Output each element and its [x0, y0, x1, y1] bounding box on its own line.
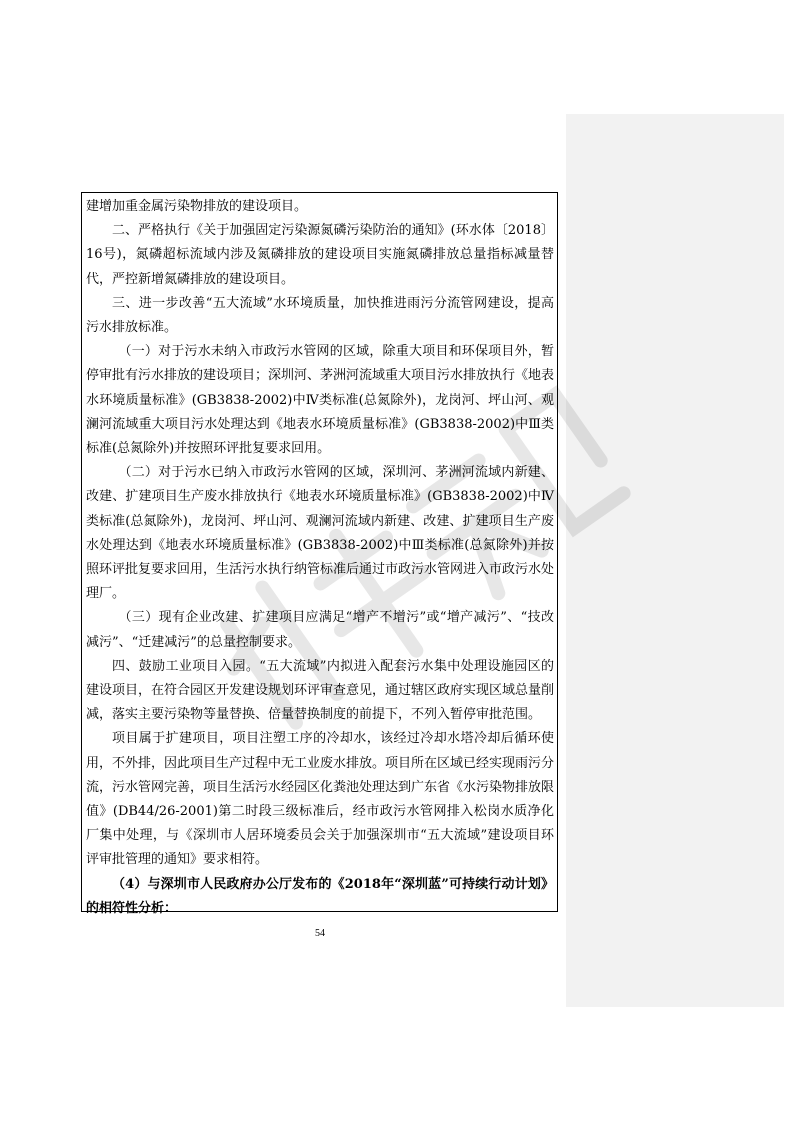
section-heading-4: （4）与深圳市人民政府办公厅发布的《2018年“深圳蓝”可持续行动计划》的相符性分析：	[86, 876, 554, 916]
paragraph-1: 建增加重金属污染物排放的建设项目。	[86, 199, 308, 214]
comment-margin-panel	[566, 114, 784, 1007]
document-content-box	[81, 192, 558, 916]
paragraph-2: 二、严格执行《关于加强固定污染源氮磷污染防治的通知》(环水体〔2018〕16号)，氮磷超标流域内涉及氮磷排放的建设项目实施氮磷排放总量指标减量替代，严控新增氮磷排放的建设项目。	[86, 223, 554, 287]
paragraph-3: 三、进一步改善“五大流域”水环境质量，加快推进雨污分流管网建设，提高污水排放标准。	[86, 295, 554, 336]
paragraph-4: （一）对于污水未纳入市政污水管网的区域，除重大项目和环保项目外，暂停审批有污水排放的建设项目；深圳河、茅洲河流域重大项目污水排放执行《地表水环境质量标准》(GB3838-2002)中Ⅳ类标准(总氮除外)，龙岗河、坪山河、观澜河流域重大项目污水处理达到《地表水环境质量标准》(GB3838-2002)中Ⅲ类标准(总氮除外)并按照环评批复要求回用。	[86, 344, 555, 457]
page-number: 54	[315, 928, 325, 939]
paragraph-8: 项目属于扩建项目，项目注塑工序的冷却水，该经过冷却水塔冷却后循环使用，不外排，因此项目生产过程中无工业废水排放。项目所在区域已经实现雨污分流，污水管网完善，项目生活污水经园区化粪池处理达到广东省《水污染物排放限值》(DB44/26-2001)第二时段三级标准后，经市政污水管网排入松岗水质净化厂集中处理，与《深圳市人居环境委员会关于加强深圳市“五大流域”建设项目环评审批管理的通知》要求相符。	[86, 731, 555, 868]
paragraph-7: 四、鼓励工业项目入园。“五大流域”内拟进入配套污水集中处理设施园区的建设项目，在符合园区开发建设规划环评审查意见，通过辖区政府实现区域总量削减，落实主要污染物等量替换、倍量替换制度的前提下，不列入暂停审批范围。	[86, 658, 555, 723]
paragraph-5: （二）对于污水已纳入市政污水管网的区域，深圳河、茅洲河流域内新建、改建、扩建项目生产废水排放执行《地表水环境质量标准》(GB3838-2002)中Ⅳ类标准(总氮除外)，龙岗河、坪山河、观澜河流域内新建、改建、扩建项目生产废水处理达到《地表水环境质量标准》(GB3838-2002)中Ⅲ类标准(总氮除外)并按照环评批复要求回用，生活污水执行纳管标准后通过市政污水管网进入市政污水处理厂。	[86, 465, 555, 602]
paragraph-6: （三）现有企业改建、扩建项目应满足“增产不增污”或“增产减污”、“技改减污”、“迁建减污”的总量控制要求。	[86, 610, 554, 650]
